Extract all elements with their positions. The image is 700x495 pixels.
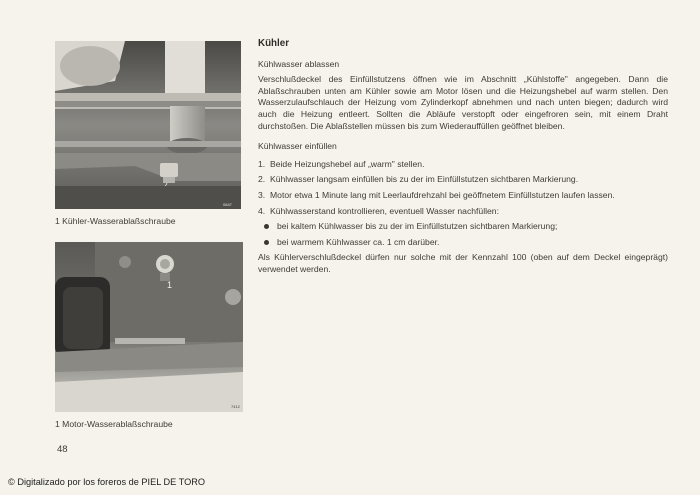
bullet-dot-icon	[264, 240, 269, 245]
drain-heading: Kühlwasser ablassen	[258, 58, 340, 69]
step-text: Beide Heizungshebel auf „warm" stellen.	[270, 158, 425, 169]
step-number: 3.	[258, 189, 266, 200]
radiator-photo-drawing	[55, 41, 241, 209]
engine-drain-photo	[55, 242, 243, 412]
fill-level-bullets	[264, 221, 668, 248]
step-text: Motor etwa 1 Minute lang mit Leerlaufdrehzahl bei geöffnetem Einfüllstutzen laufen lassen.	[270, 189, 615, 200]
scan-credit: © Digitalizado por los foreros de PIEL DE TORO	[8, 477, 206, 487]
step-number: 2.	[258, 174, 266, 185]
bullet-item	[264, 221, 668, 233]
step-number: 1.	[258, 158, 266, 169]
engine-photo-code: 7412	[231, 404, 240, 409]
radiator-drain-photo	[55, 41, 241, 209]
text-column	[258, 38, 668, 276]
radiator-drain-caption: 1 Kühler-Wasserablaßschraube	[55, 216, 176, 226]
cap-note: Als Kühlerverschlußdeckel dürfen nur solche mit der Kennzahl 100 (oben auf dem Deckel eingeprägt) verwendet werden.	[258, 252, 668, 274]
bullet-text: bei kaltem Kühlwasser bis zu der im Einfüllstutzen sichtbaren Markierung;	[277, 221, 558, 232]
step-number: 4.	[258, 205, 266, 216]
page-number: 48	[57, 444, 68, 455]
bullet-text: bei warmem Kühlwasser ca. 1 cm darüber.	[277, 236, 440, 247]
engine-drain-marker: 1	[167, 280, 173, 290]
step-text: Kühlwasser langsam einfüllen bis zu der im Einfüllstutzen sichtbaren Markierung.	[270, 174, 579, 185]
fill-step	[258, 159, 668, 171]
fill-step	[258, 190, 668, 202]
engine-photo-drawing	[55, 242, 243, 412]
bullet-dot-icon	[264, 224, 269, 229]
step-text: Kühlwasserstand kontrollieren, eventuell Wasser nachfüllen:	[270, 205, 499, 216]
fill-steps	[258, 159, 668, 217]
bullet-item	[264, 237, 668, 249]
section-title: Kühler	[258, 38, 290, 49]
fill-step	[258, 174, 668, 186]
radiator-photo-code: 0847	[223, 202, 232, 207]
fill-heading: Kühlwasser einfüllen	[258, 141, 337, 152]
drain-text: Verschlußdeckel des Einfüllstutzens öffnen wie im Abschnitt „Kühlstoffe" angegeben. Dann die Ablaßschrauben unten am Kühler sowie am Motor lösen und die Heizungshebel auf warm stellen. Den Wasserzulaufschlauch der Heizung vom Zylinderkopf abnehmen und nach unten biegen; dadurch wird auch die Heizung entleert. Sollten die Abläufe verstopft oder eingefroren sein, mit einem Draht durchstoßen. Die Ablaßstellen müssen bis zum Wiederauffüllen geöffnet bleiben.	[258, 74, 668, 131]
fill-step	[258, 206, 668, 218]
engine-drain-caption: 1 Motor-Wasserablaßschraube	[55, 419, 173, 429]
